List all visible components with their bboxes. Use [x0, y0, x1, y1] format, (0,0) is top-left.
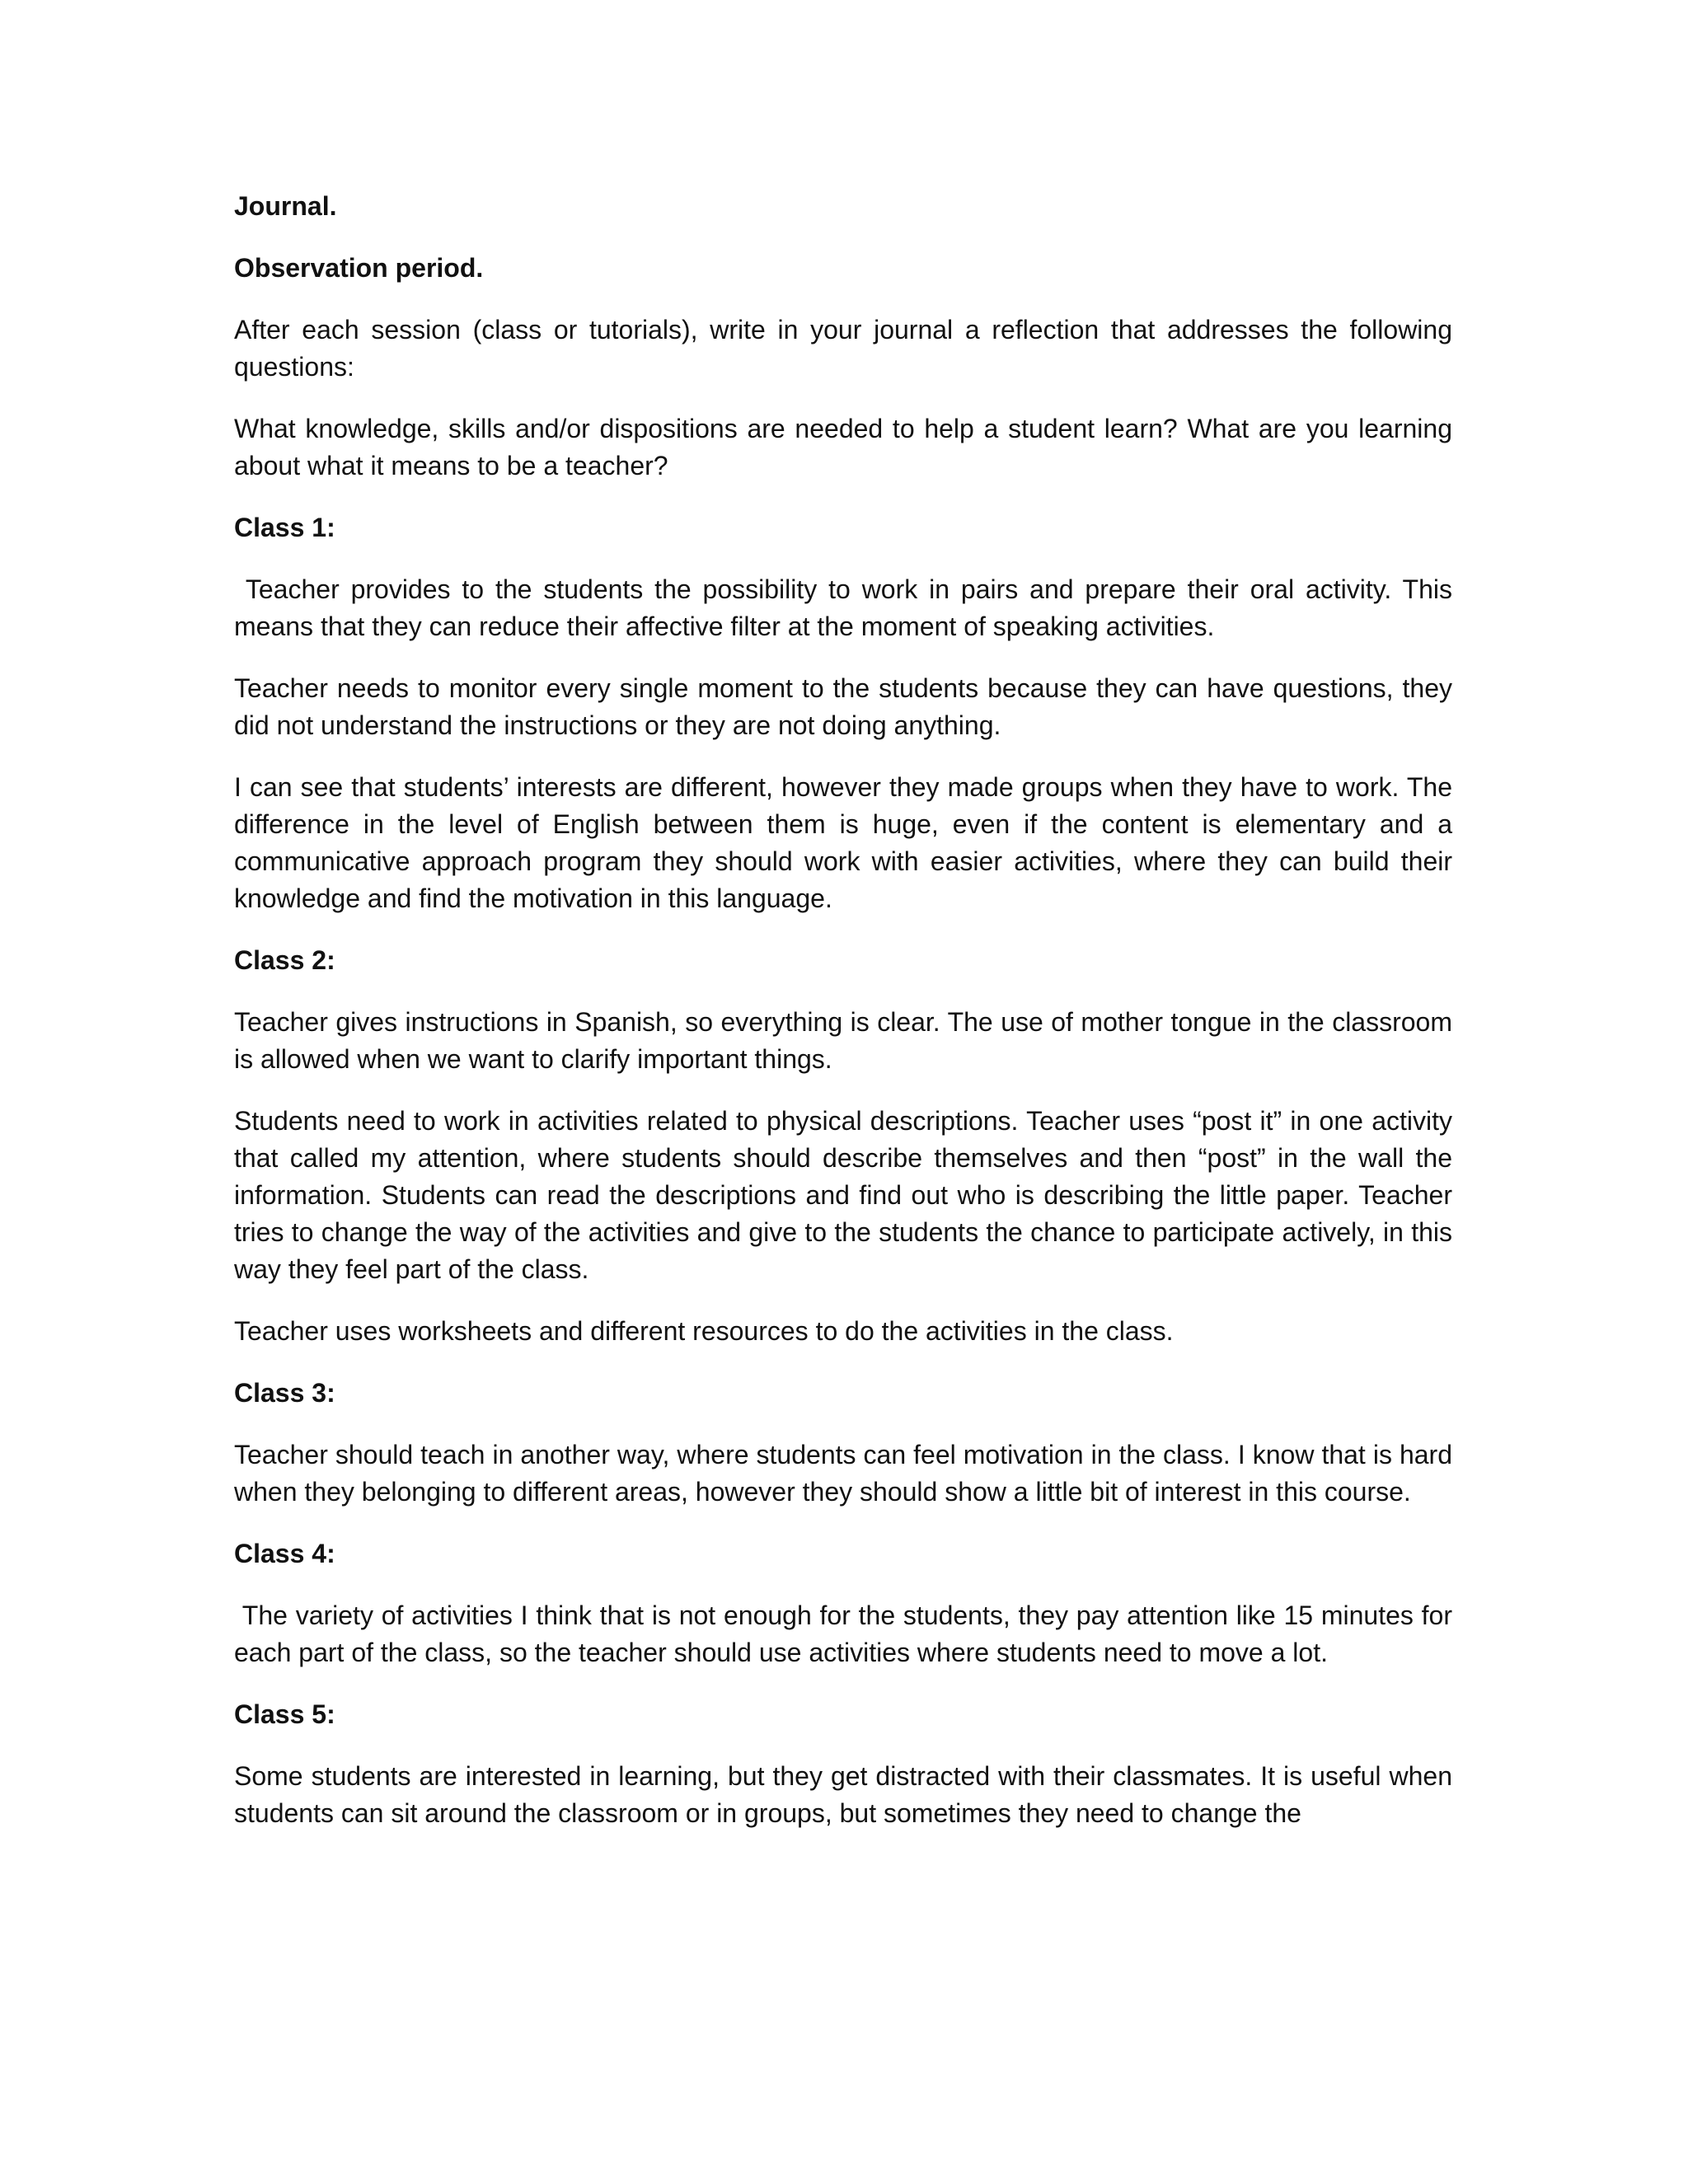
class-5-heading: Class 5:: [234, 1699, 335, 1729]
class-4-paragraph-1: The variety of activities I think that is not enough for the students, they pay attention like 15 minutes for each part of the class, so the teacher should use activities where students need to move a lot.: [234, 1601, 1460, 1667]
class-1-paragraph-2: Teacher needs to monitor every single moment to the students because they can have questions, they did not understand the instructions or they are not doing anything.: [234, 673, 1452, 740]
document-title: Journal.: [234, 191, 337, 221]
class-2-paragraph-1: Teacher gives instructions in Spanish, so everything is clear. The use of mother tongue in the classroom is allowed when we want to clarify important things.: [234, 1007, 1452, 1074]
class-4-heading: Class 4:: [234, 1539, 335, 1568]
class-1-paragraph-1: Teacher provides to the students the possibility to work in pairs and prepare their oral activity. This means that they can reduce their affective filter at the moment of speaking activities.: [234, 574, 1460, 641]
class-1-paragraph-3: I can see that students’ interests are different, however they made groups when they have to work. The difference in the level of English between them is huge, even if the content is elementary and a communicative approach program they should work with easier activities, where they can build their knowledge and find the motivation in this language.: [234, 772, 1452, 913]
class-3-heading: Class 3:: [234, 1378, 335, 1408]
class-1-heading: Class 1:: [234, 513, 335, 542]
class-2-paragraph-3: Teacher uses worksheets and different resources to do the activities in the class.: [234, 1316, 1174, 1346]
class-2-heading: Class 2:: [234, 945, 335, 975]
class-2-paragraph-2: Students need to work in activities related to physical descriptions. Teacher uses “post it” in one activity that called my attention, where students should describe themselves and then “post” in the wall the information. Students can read the descriptions and find out who is describing the little paper. Teacher tries to change the way of the activities and give to the students the chance to participate actively, in this way they feel part of the class.: [234, 1106, 1452, 1284]
document-subtitle: Observation period.: [234, 253, 484, 283]
class-3-paragraph-1: Teacher should teach in another way, where students can feel motivation in the class. I know that is hard when they belonging to different areas, however they should show a little bit of interest in this course.: [234, 1440, 1452, 1507]
intro-paragraph: After each session (class or tutorials), write in your journal a reflection that addresses the following questions:: [234, 315, 1452, 382]
questions-paragraph: What knowledge, skills and/or dispositions are needed to help a student learn? What are you learning about what it means to be a teacher?: [234, 414, 1452, 480]
class-5-paragraph-1: Some students are interested in learning, but they get distracted with their classmates. It is useful when students can sit around the classroom or in groups, but sometimes they need to change the: [234, 1761, 1452, 1828]
document-body: [234, 188, 1460, 1832]
